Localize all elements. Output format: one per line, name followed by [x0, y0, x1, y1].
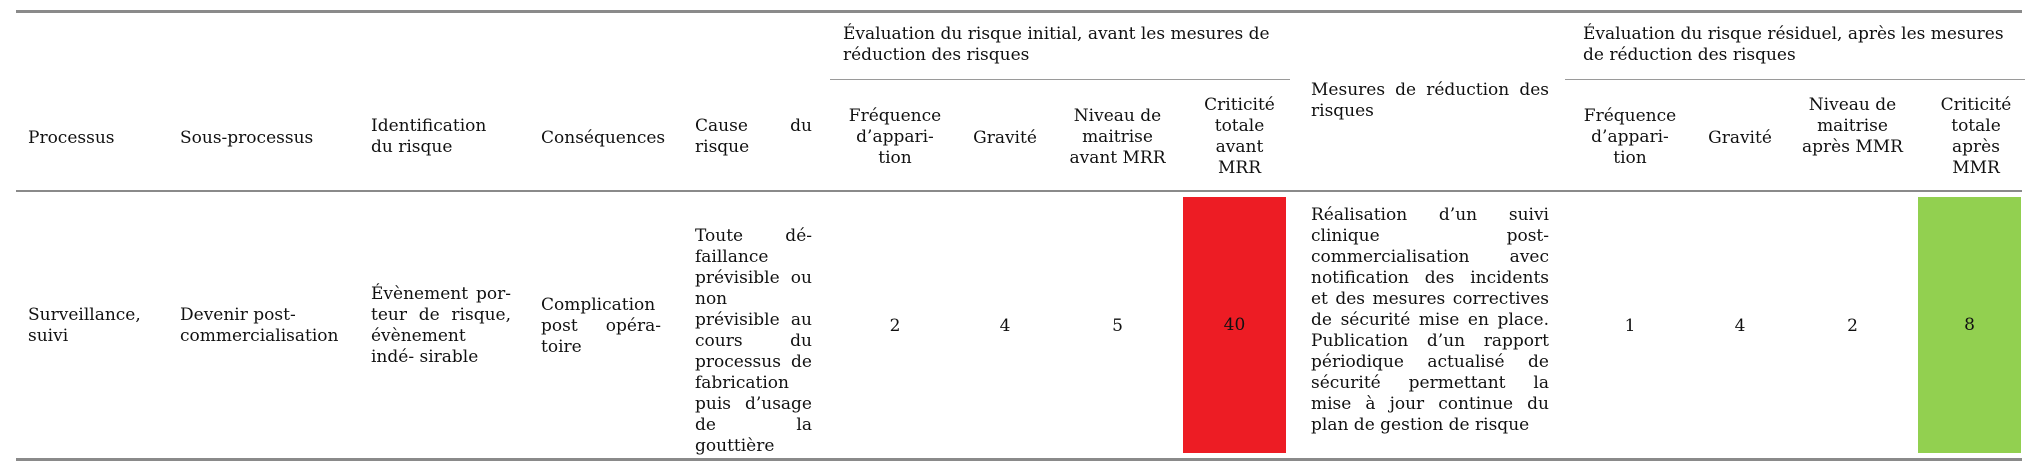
cell-mesures: Réalisation d’un suivi clinique post- commercialisation avec notification des incidents et des mesures correctives de sécurité mise en place. Publication d’un rapport périodique actualisé de sécurité permettant la mise à jour continue du plan de gestion de risque	[1311, 205, 1549, 435]
residual-group-underline	[1565, 79, 2025, 80]
cell-criticite-residuel: 8	[1964, 315, 1975, 335]
header-gravite-initial: Gravité	[973, 128, 1037, 148]
table-bottom-rule	[16, 458, 2022, 461]
header-processus: Processus	[28, 128, 115, 148]
header-gravite-residuel: Gravité	[1708, 128, 1772, 148]
header-consequences: Conséquences	[541, 128, 666, 148]
initial-group-header: Évaluation du risque initial, avant les mesures de réduction des risques	[843, 24, 1270, 65]
cell-frequence-residuel: 1	[1624, 316, 1636, 336]
cell-cause: Toute dé- faillance prévisible ou non prévisible au cours du processus de fabrication puis d’usage de la gouttière	[695, 226, 812, 456]
cell-identification: Évènement por- teur de risque, évènement indé- sirable	[371, 284, 511, 367]
cell-frequence-initial: 2	[889, 316, 901, 336]
cell-gravite-initial: 4	[999, 316, 1011, 336]
residual-group-header: Évaluation du risque résiduel, après les mesures de réduction des risques	[1583, 24, 2004, 65]
header-criticite-initial: Criticité totale avant MRR	[1204, 95, 1275, 178]
cell-niveau-initial: 5	[1112, 316, 1123, 336]
cell-gravite-residuel: 4	[1734, 316, 1746, 336]
cell-niveau-residuel: 2	[1847, 316, 1858, 336]
criticite-residuel-badge	[1918, 197, 2021, 453]
cell-criticite-initial: 40	[1223, 315, 1246, 335]
initial-group-underline	[830, 79, 1290, 80]
cell-sous-processus: Devenir post- commercialisation	[180, 305, 339, 346]
header-niveau-initial: Niveau de maitrise avant MRR	[1069, 106, 1166, 168]
header-cause: Cause du risque	[695, 116, 812, 157]
criticite-initial-badge	[1183, 197, 1286, 453]
header-bottom-rule	[16, 190, 2022, 192]
cell-consequences: Complication post opéra- toire	[541, 295, 661, 357]
header-identification: Identification du risque	[371, 116, 487, 157]
header-frequence-initial: Fréquence d’appari- tion	[848, 106, 942, 168]
table-top-rule	[16, 10, 2022, 13]
header-criticite-residuel: Criticité totale après MMR	[1940, 95, 2012, 178]
header-sous-processus: Sous-processus	[180, 128, 314, 148]
header-frequence-residuel: Fréquence d’appari- tion	[1583, 106, 1677, 168]
header-niveau-residuel: Niveau de maitrise après MMR	[1802, 95, 1903, 157]
header-mesures: Mesures de réduction des risques	[1311, 80, 1549, 121]
cell-processus: Surveillance, suivi	[28, 305, 141, 346]
